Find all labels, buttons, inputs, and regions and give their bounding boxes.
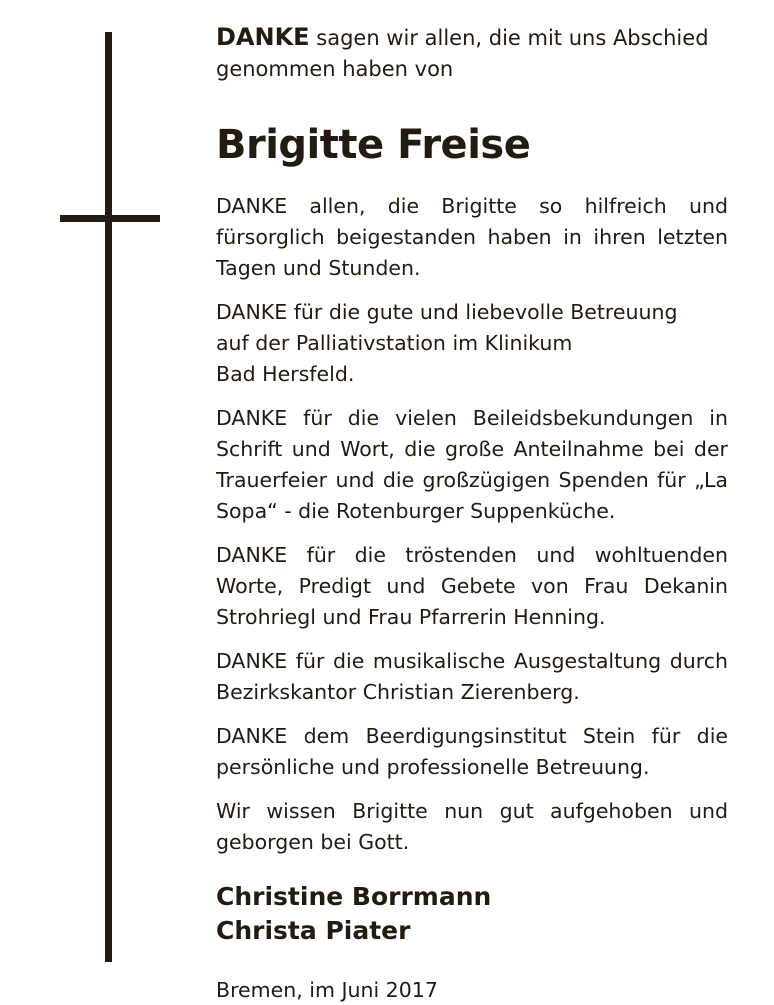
thanks-paragraph-2-line-3: Bad Hersfeld. — [216, 362, 355, 386]
notice-content — [216, 22, 728, 1005]
signatures — [216, 880, 728, 948]
deceased-name: Brigitte Freise — [216, 122, 531, 168]
thanks-paragraph-3: DANKE für die vielen Beileidsbekundungen in Schrift und Wort, die große Anteilnahme bei der Trauerfeier und die großzügigen Spenden für „La Sopa“ - die Rotenburger Suppenküche. — [216, 406, 728, 523]
intro-line-1: sagen wir allen, die mit uns Abschied — [316, 26, 709, 50]
cross-vertical-beam — [105, 32, 112, 962]
thanks-paragraph-1: DANKE allen, die Brigitte so hilfreich und fürsorglich beigestanden haben in ihren letzten Tagen und Stunden. — [216, 194, 728, 280]
signature-2: Christa Piater — [216, 916, 411, 945]
thanks-paragraph-2-line-1: DANKE für die gute und liebevolle Betreuung — [216, 300, 678, 324]
thanks-paragraph-2-line-2: auf der Palliativstation im Klinikum — [216, 331, 573, 355]
thanks-paragraph-4: DANKE für die tröstenden und wohltuenden Worte, Predigt und Gebete von Frau Dekanin Strohriegl und Frau Pfarrerin Henning. — [216, 543, 728, 629]
intro-lead-word: DANKE — [216, 23, 310, 51]
cross-horizontal-beam — [60, 215, 160, 222]
closing-paragraph: Wir wissen Brigitte nun gut aufgehoben und geborgen bei Gott. — [216, 799, 728, 854]
thanks-paragraph-2 — [216, 297, 728, 390]
intro-line-2: genommen haben von — [216, 57, 454, 81]
place-date: Bremen, im Juni 2017 — [216, 978, 438, 1002]
thanks-paragraph-6: DANKE dem Beerdigungsinstitut Stein für die persönliche und professionelle Betreuung. — [216, 724, 728, 779]
signature-1: Christine Borrmann — [216, 882, 492, 911]
thanks-paragraph-5: DANKE für die musikalische Ausgestaltung durch Bezirkskantor Christian Zierenberg. — [216, 649, 728, 704]
intro-text — [216, 22, 728, 85]
